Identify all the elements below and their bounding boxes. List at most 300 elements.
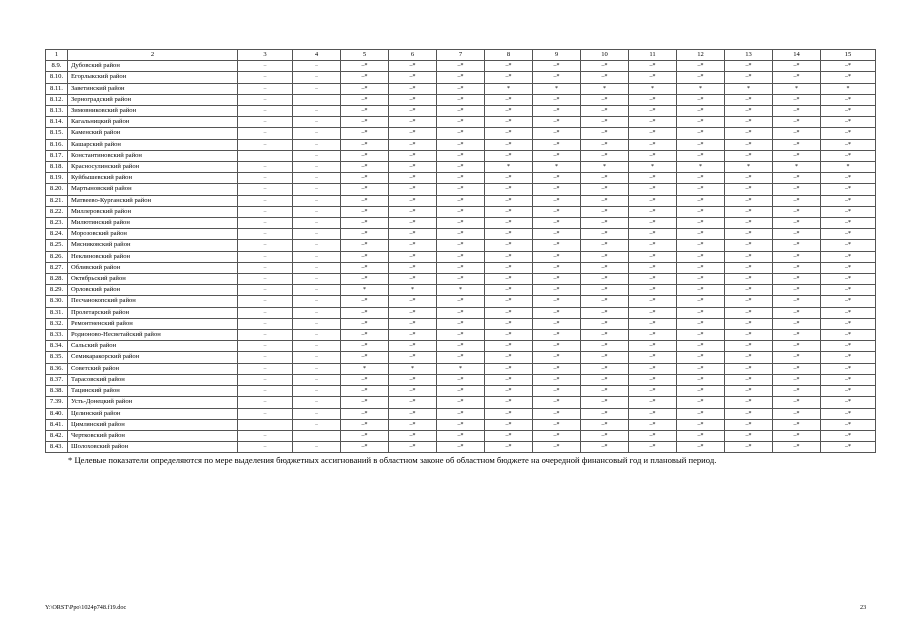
cell-col-7: –* xyxy=(437,206,485,217)
table-row xyxy=(46,419,876,430)
cell-col-5: –* xyxy=(341,386,389,397)
cell-col-8: –* xyxy=(485,352,533,363)
cell-col-12: –* xyxy=(677,296,725,307)
header-cell-1: 1 xyxy=(46,50,68,61)
cell-col-10: –* xyxy=(581,363,629,374)
cell-col-14: –* xyxy=(773,229,821,240)
cell-col-10: –* xyxy=(581,184,629,195)
cell-col-12: –* xyxy=(677,397,725,408)
cell-col-11: –* xyxy=(629,128,677,139)
cell-col-11: * xyxy=(629,83,677,94)
cell-col-13: –* xyxy=(725,251,773,262)
cell-col-4: – xyxy=(293,61,341,72)
cell-col-11: –* xyxy=(629,218,677,229)
district-name: Неклиновский район xyxy=(68,251,238,262)
cell-col-4: – xyxy=(293,419,341,430)
cell-col-11: –* xyxy=(629,206,677,217)
cell-col-8: –* xyxy=(485,318,533,329)
cell-col-13: –* xyxy=(725,61,773,72)
cell-col-14: –* xyxy=(773,117,821,128)
district-name: Мясниковский район xyxy=(68,240,238,251)
cell-col-14: –* xyxy=(773,195,821,206)
cell-col-6: –* xyxy=(389,150,437,161)
cell-col-14: –* xyxy=(773,173,821,184)
table-row xyxy=(46,83,876,94)
cell-col-3: – xyxy=(238,285,293,296)
table-row xyxy=(46,195,876,206)
cell-col-14: –* xyxy=(773,363,821,374)
cell-col-7: –* xyxy=(437,419,485,430)
cell-col-12: –* xyxy=(677,229,725,240)
cell-col-3: – xyxy=(238,318,293,329)
cell-col-15: –* xyxy=(821,184,876,195)
cell-col-6: –* xyxy=(389,117,437,128)
cell-col-15: –* xyxy=(821,397,876,408)
table-row xyxy=(46,442,876,453)
cell-col-14: –* xyxy=(773,318,821,329)
cell-col-12: –* xyxy=(677,374,725,385)
cell-col-4: – xyxy=(293,374,341,385)
table-row xyxy=(46,94,876,105)
cell-col-9: –* xyxy=(533,117,581,128)
row-number: 8.11. xyxy=(46,83,68,94)
row-number: 8.18. xyxy=(46,162,68,173)
cell-col-13: –* xyxy=(725,150,773,161)
cell-col-13: –* xyxy=(725,397,773,408)
footnote: * Целевые показатели определяются по мере выделения бюджетных ассигнований в областном законе об областном бюджете на очередной финансовый год и плановый период. xyxy=(68,455,717,465)
header-cell-10: 10 xyxy=(581,50,629,61)
cell-col-3: – xyxy=(238,408,293,419)
cell-col-3: – xyxy=(238,162,293,173)
cell-col-4: – xyxy=(293,307,341,318)
cell-col-14: –* xyxy=(773,352,821,363)
table-row xyxy=(46,240,876,251)
cell-col-13: –* xyxy=(725,229,773,240)
row-number: 8.42. xyxy=(46,430,68,441)
cell-col-6: –* xyxy=(389,386,437,397)
table-row xyxy=(46,386,876,397)
cell-col-5: –* xyxy=(341,218,389,229)
district-name: Ремонтненский район xyxy=(68,318,238,329)
cell-col-8: –* xyxy=(485,240,533,251)
table-row xyxy=(46,61,876,72)
header-cell-15: 15 xyxy=(821,50,876,61)
table-header-row xyxy=(46,50,876,61)
cell-col-5: –* xyxy=(341,352,389,363)
cell-col-11: –* xyxy=(629,61,677,72)
row-number: 8.30. xyxy=(46,296,68,307)
cell-col-10: –* xyxy=(581,251,629,262)
cell-col-8: –* xyxy=(485,386,533,397)
cell-col-9: –* xyxy=(533,229,581,240)
cell-col-10: –* xyxy=(581,442,629,453)
cell-col-5: –* xyxy=(341,442,389,453)
cell-col-8: –* xyxy=(485,330,533,341)
cell-col-3: – xyxy=(238,61,293,72)
table-row xyxy=(46,117,876,128)
cell-col-8: –* xyxy=(485,430,533,441)
cell-col-12: –* xyxy=(677,352,725,363)
cell-col-4: – xyxy=(293,139,341,150)
header-cell-2: 2 xyxy=(68,50,238,61)
cell-col-13: –* xyxy=(725,419,773,430)
cell-col-5: –* xyxy=(341,61,389,72)
district-name: Цимлянский район xyxy=(68,419,238,430)
cell-col-15: –* xyxy=(821,94,876,105)
cell-col-9: –* xyxy=(533,397,581,408)
row-number: 8.12. xyxy=(46,94,68,105)
cell-col-12: –* xyxy=(677,430,725,441)
cell-col-6: –* xyxy=(389,296,437,307)
cell-col-8: –* xyxy=(485,408,533,419)
row-number: 8.13. xyxy=(46,106,68,117)
row-number: 8.29. xyxy=(46,285,68,296)
cell-col-11: –* xyxy=(629,117,677,128)
cell-col-11: –* xyxy=(629,318,677,329)
cell-col-8: –* xyxy=(485,61,533,72)
district-name: Октябрьский район xyxy=(68,274,238,285)
cell-col-10: –* xyxy=(581,419,629,430)
cell-col-6: –* xyxy=(389,240,437,251)
row-number: 8.33. xyxy=(46,330,68,341)
cell-col-7: –* xyxy=(437,262,485,273)
cell-col-8: –* xyxy=(485,184,533,195)
cell-col-5: –* xyxy=(341,430,389,441)
row-number: 8.27. xyxy=(46,262,68,273)
cell-col-14: –* xyxy=(773,296,821,307)
cell-col-13: –* xyxy=(725,352,773,363)
cell-col-5: –* xyxy=(341,274,389,285)
cell-col-10: –* xyxy=(581,352,629,363)
cell-col-3: – xyxy=(238,195,293,206)
cell-col-3: – xyxy=(238,352,293,363)
district-name: Чертковский район xyxy=(68,430,238,441)
cell-col-6: –* xyxy=(389,106,437,117)
cell-col-14: –* xyxy=(773,150,821,161)
cell-col-15: –* xyxy=(821,173,876,184)
cell-col-12: –* xyxy=(677,274,725,285)
cell-col-5: * xyxy=(341,285,389,296)
table-row xyxy=(46,72,876,83)
cell-col-13: –* xyxy=(725,128,773,139)
district-name: Куйбышевский район xyxy=(68,173,238,184)
cell-col-6: –* xyxy=(389,61,437,72)
cell-col-6: –* xyxy=(389,128,437,139)
cell-col-8: * xyxy=(485,83,533,94)
cell-col-13: –* xyxy=(725,184,773,195)
cell-col-9: –* xyxy=(533,128,581,139)
cell-col-6: –* xyxy=(389,218,437,229)
cell-col-10: –* xyxy=(581,274,629,285)
cell-col-6: –* xyxy=(389,419,437,430)
cell-col-8: –* xyxy=(485,128,533,139)
row-number: 8.25. xyxy=(46,240,68,251)
cell-col-14: –* xyxy=(773,128,821,139)
cell-col-7: –* xyxy=(437,195,485,206)
row-number: 8.36. xyxy=(46,363,68,374)
row-number: 8.24. xyxy=(46,229,68,240)
cell-col-13: –* xyxy=(725,274,773,285)
cell-col-6: –* xyxy=(389,442,437,453)
cell-col-3: – xyxy=(238,83,293,94)
cell-col-3: – xyxy=(238,229,293,240)
cell-col-15: –* xyxy=(821,117,876,128)
cell-col-13: –* xyxy=(725,106,773,117)
table-row xyxy=(46,218,876,229)
cell-col-9: –* xyxy=(533,330,581,341)
cell-col-10: –* xyxy=(581,341,629,352)
cell-col-13: –* xyxy=(725,195,773,206)
cell-col-9: –* xyxy=(533,184,581,195)
cell-col-13: –* xyxy=(725,330,773,341)
cell-col-10: –* xyxy=(581,229,629,240)
cell-col-10: –* xyxy=(581,139,629,150)
cell-col-15: –* xyxy=(821,419,876,430)
cell-col-7: –* xyxy=(437,162,485,173)
district-name: Тарасовский район xyxy=(68,374,238,385)
cell-col-8: –* xyxy=(485,139,533,150)
district-name: Усть-Донецкий район xyxy=(68,397,238,408)
cell-col-9: –* xyxy=(533,61,581,72)
cell-col-4: – xyxy=(293,150,341,161)
cell-col-13: –* xyxy=(725,117,773,128)
district-name: Мартыновский район xyxy=(68,184,238,195)
cell-col-7: –* xyxy=(437,72,485,83)
cell-col-9: –* xyxy=(533,408,581,419)
table-row xyxy=(46,363,876,374)
cell-col-8: –* xyxy=(485,274,533,285)
cell-col-12: –* xyxy=(677,363,725,374)
table-row xyxy=(46,318,876,329)
cell-col-15: –* xyxy=(821,206,876,217)
district-name: Каменский район xyxy=(68,128,238,139)
cell-col-14: –* xyxy=(773,274,821,285)
header-cell-12: 12 xyxy=(677,50,725,61)
cell-col-12: –* xyxy=(677,195,725,206)
cell-col-12: –* xyxy=(677,318,725,329)
cell-col-11: –* xyxy=(629,150,677,161)
cell-col-4: – xyxy=(293,341,341,352)
row-number: 8.16. xyxy=(46,139,68,150)
row-number: 8.43. xyxy=(46,442,68,453)
cell-col-6: –* xyxy=(389,229,437,240)
cell-col-12: –* xyxy=(677,408,725,419)
cell-col-9: –* xyxy=(533,442,581,453)
cell-col-11: –* xyxy=(629,352,677,363)
header-cell-11: 11 xyxy=(629,50,677,61)
cell-col-3: – xyxy=(238,374,293,385)
cell-col-9: –* xyxy=(533,430,581,441)
cell-col-5: –* xyxy=(341,397,389,408)
cell-col-9: –* xyxy=(533,341,581,352)
cell-col-11: –* xyxy=(629,442,677,453)
table-row xyxy=(46,229,876,240)
footer-page-number: 23 xyxy=(860,604,867,611)
row-number: 8.26. xyxy=(46,251,68,262)
district-name: Зимовниковский район xyxy=(68,106,238,117)
cell-col-10: –* xyxy=(581,430,629,441)
table-row xyxy=(46,162,876,173)
cell-col-7: –* xyxy=(437,330,485,341)
cell-col-3: – xyxy=(238,106,293,117)
cell-col-10: –* xyxy=(581,296,629,307)
cell-col-13: –* xyxy=(725,206,773,217)
cell-col-5: –* xyxy=(341,307,389,318)
cell-col-12: –* xyxy=(677,94,725,105)
cell-col-5: –* xyxy=(341,195,389,206)
district-name: Миллеровский район xyxy=(68,206,238,217)
cell-col-11: –* xyxy=(629,139,677,150)
cell-col-10: –* xyxy=(581,318,629,329)
cell-col-12: –* xyxy=(677,139,725,150)
cell-col-11: –* xyxy=(629,307,677,318)
cell-col-11: –* xyxy=(629,195,677,206)
cell-col-9: –* xyxy=(533,386,581,397)
table-row xyxy=(46,139,876,150)
district-name: Пролетарский район xyxy=(68,307,238,318)
cell-col-7: –* xyxy=(437,173,485,184)
cell-col-13: –* xyxy=(725,296,773,307)
district-name: Константиновский район xyxy=(68,150,238,161)
cell-col-13: –* xyxy=(725,363,773,374)
cell-col-7: –* xyxy=(437,341,485,352)
cell-col-15: –* xyxy=(821,363,876,374)
cell-col-12: –* xyxy=(677,218,725,229)
cell-col-4: – xyxy=(293,318,341,329)
cell-col-15: –* xyxy=(821,251,876,262)
cell-col-6: –* xyxy=(389,94,437,105)
cell-col-4: – xyxy=(293,106,341,117)
cell-col-10: –* xyxy=(581,240,629,251)
cell-col-12: –* xyxy=(677,251,725,262)
cell-col-7: –* xyxy=(437,240,485,251)
cell-col-7: –* xyxy=(437,139,485,150)
cell-col-10: –* xyxy=(581,150,629,161)
cell-col-3: – xyxy=(238,117,293,128)
cell-col-15: –* xyxy=(821,128,876,139)
header-cell-5: 5 xyxy=(341,50,389,61)
cell-col-8: * xyxy=(485,162,533,173)
cell-col-15: –* xyxy=(821,442,876,453)
cell-col-11: –* xyxy=(629,341,677,352)
cell-col-5: –* xyxy=(341,83,389,94)
cell-col-14: –* xyxy=(773,72,821,83)
cell-col-10: –* xyxy=(581,128,629,139)
cell-col-11: –* xyxy=(629,173,677,184)
cell-col-15: –* xyxy=(821,341,876,352)
cell-col-5: –* xyxy=(341,94,389,105)
cell-col-13: –* xyxy=(725,318,773,329)
cell-col-10: –* xyxy=(581,195,629,206)
cell-col-10: –* xyxy=(581,285,629,296)
cell-col-5: –* xyxy=(341,162,389,173)
cell-col-5: –* xyxy=(341,374,389,385)
cell-col-14: –* xyxy=(773,408,821,419)
cell-col-3: – xyxy=(238,139,293,150)
cell-col-15: –* xyxy=(821,374,876,385)
cell-col-6: –* xyxy=(389,195,437,206)
cell-col-3: – xyxy=(238,184,293,195)
cell-col-7: –* xyxy=(437,61,485,72)
cell-col-15: –* xyxy=(821,318,876,329)
cell-col-8: –* xyxy=(485,363,533,374)
cell-col-4: – xyxy=(293,251,341,262)
cell-col-14: * xyxy=(773,162,821,173)
cell-col-3: – xyxy=(238,206,293,217)
row-number: 8.15. xyxy=(46,128,68,139)
cell-col-14: –* xyxy=(773,330,821,341)
indicator-table xyxy=(45,49,876,453)
cell-col-6: –* xyxy=(389,173,437,184)
cell-col-6: –* xyxy=(389,83,437,94)
cell-col-7: –* xyxy=(437,117,485,128)
cell-col-10: * xyxy=(581,162,629,173)
cell-col-8: –* xyxy=(485,106,533,117)
district-name: Красносулинский район xyxy=(68,162,238,173)
cell-col-15: –* xyxy=(821,296,876,307)
cell-col-15: –* xyxy=(821,150,876,161)
cell-col-11: –* xyxy=(629,330,677,341)
cell-col-11: –* xyxy=(629,262,677,273)
cell-col-14: –* xyxy=(773,430,821,441)
cell-col-5: –* xyxy=(341,251,389,262)
cell-col-14: –* xyxy=(773,106,821,117)
cell-col-4: – xyxy=(293,408,341,419)
cell-col-14: –* xyxy=(773,442,821,453)
district-name: Родионово-Несветайский район xyxy=(68,330,238,341)
cell-col-15: –* xyxy=(821,352,876,363)
table-row xyxy=(46,374,876,385)
row-number: 8.9. xyxy=(46,61,68,72)
cell-col-9: * xyxy=(533,162,581,173)
cell-col-11: –* xyxy=(629,419,677,430)
cell-col-5: –* xyxy=(341,206,389,217)
cell-col-11: –* xyxy=(629,285,677,296)
table-row xyxy=(46,262,876,273)
table-row xyxy=(46,296,876,307)
row-number: 8.37. xyxy=(46,374,68,385)
cell-col-12: –* xyxy=(677,150,725,161)
cell-col-4: – xyxy=(293,386,341,397)
cell-col-3: – xyxy=(238,341,293,352)
cell-col-7: –* xyxy=(437,218,485,229)
cell-col-3: – xyxy=(238,307,293,318)
cell-col-5: –* xyxy=(341,150,389,161)
cell-col-10: –* xyxy=(581,307,629,318)
district-name: Семикаракорский район xyxy=(68,352,238,363)
cell-col-7: –* xyxy=(437,128,485,139)
cell-col-15: –* xyxy=(821,218,876,229)
cell-col-12: –* xyxy=(677,206,725,217)
cell-col-3: – xyxy=(238,128,293,139)
header-cell-4: 4 xyxy=(293,50,341,61)
cell-col-11: –* xyxy=(629,106,677,117)
cell-col-4: – xyxy=(293,296,341,307)
cell-col-3: – xyxy=(238,240,293,251)
cell-col-13: –* xyxy=(725,285,773,296)
cell-col-11: * xyxy=(629,162,677,173)
cell-col-13: * xyxy=(725,162,773,173)
cell-col-5: * xyxy=(341,363,389,374)
cell-col-14: –* xyxy=(773,307,821,318)
cell-col-15: –* xyxy=(821,229,876,240)
cell-col-3: – xyxy=(238,218,293,229)
table-row xyxy=(46,173,876,184)
cell-col-3: – xyxy=(238,363,293,374)
cell-col-3: – xyxy=(238,386,293,397)
cell-col-11: –* xyxy=(629,274,677,285)
cell-col-15: –* xyxy=(821,195,876,206)
